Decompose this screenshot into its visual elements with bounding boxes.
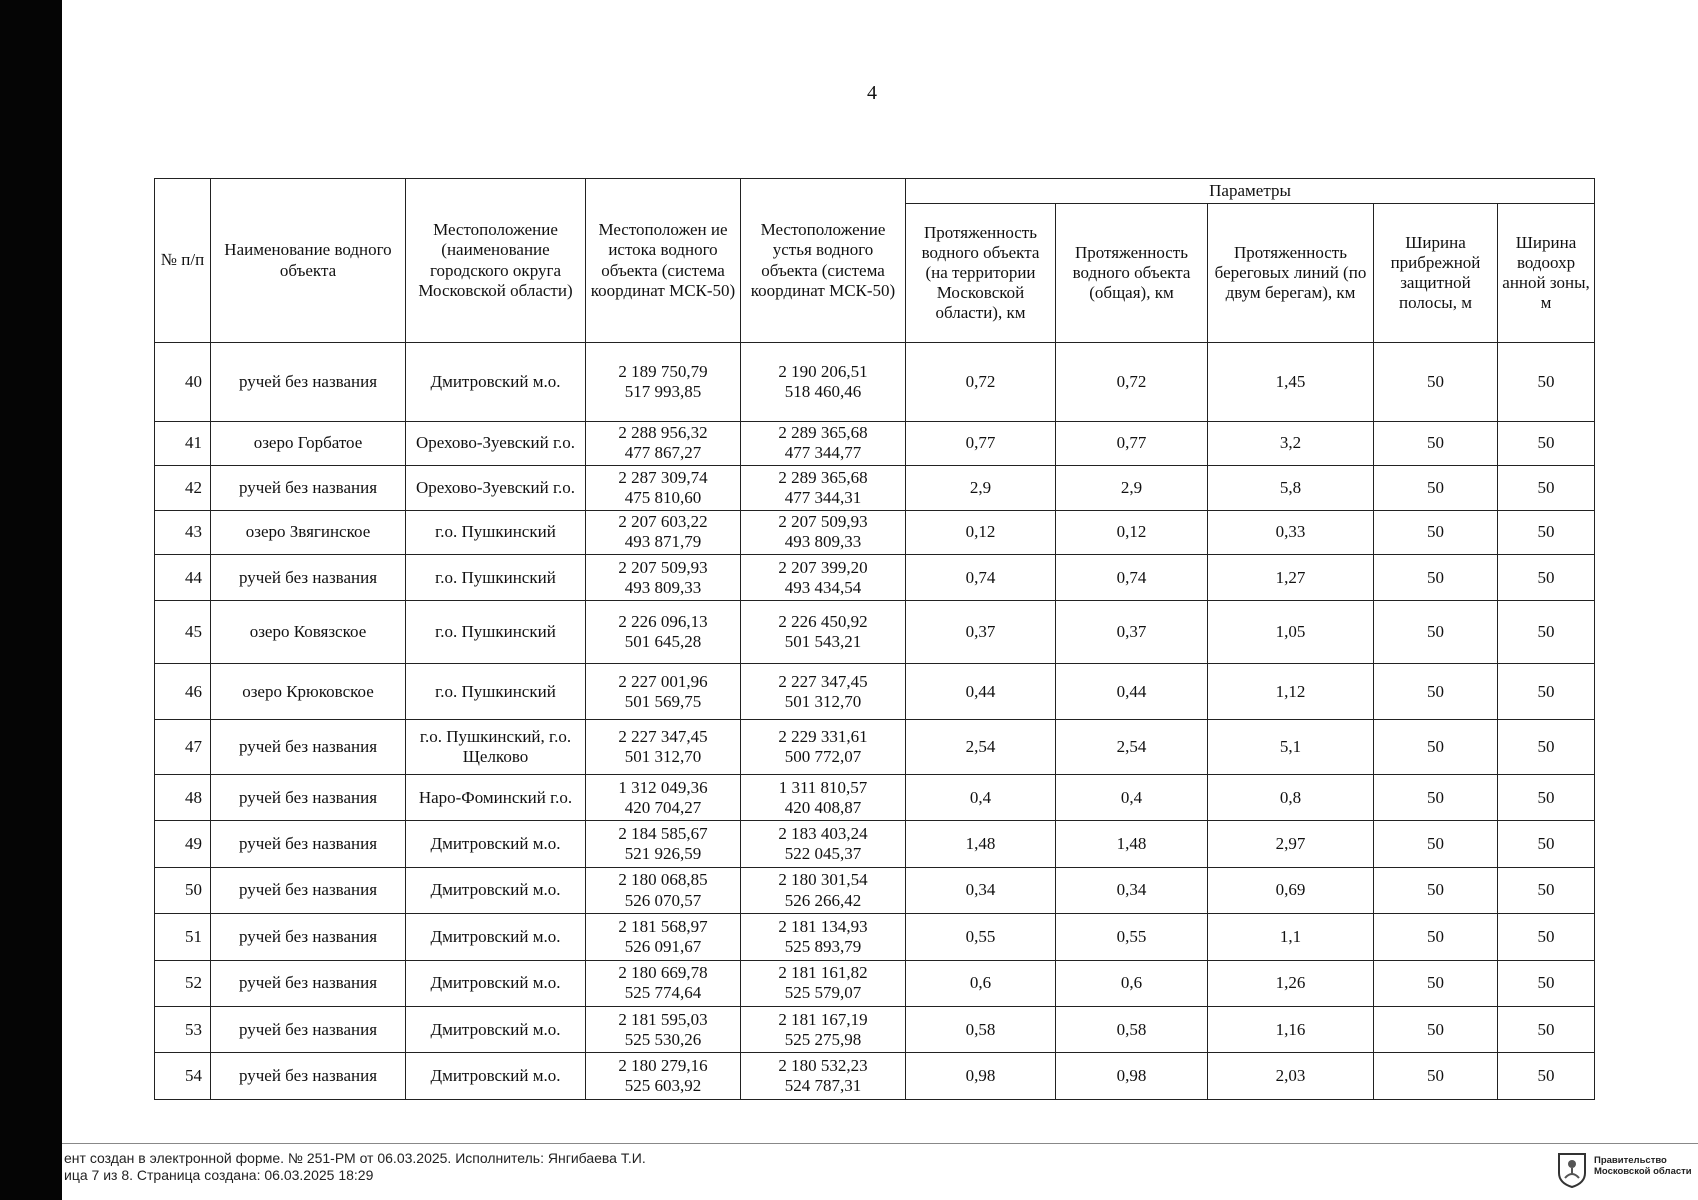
coordinate-y: 525 603,92	[624, 1076, 702, 1096]
source-coordinates	[586, 1053, 741, 1100]
coordinate-y: 493 809,33	[784, 532, 862, 552]
water-object-name: ручей без названия	[211, 914, 406, 960]
source-coordinates	[586, 601, 741, 664]
coordinate-x: 2 227 347,45	[778, 671, 868, 691]
header-location: Местоположение (наименование городского округа Московской области)	[406, 179, 586, 343]
table-row	[155, 554, 1595, 600]
coordinate-x: 2 180 279,16	[618, 1056, 708, 1076]
table-row	[155, 914, 1595, 960]
length-total-km: 0,37	[1056, 601, 1208, 664]
row-number: 54	[155, 1053, 211, 1100]
header-mouth: Местоположение устья водного объекта (система координат МСК-50)	[741, 179, 906, 343]
coordinate-x: 2 181 595,03	[618, 1009, 708, 1029]
page-number: 4	[867, 82, 877, 104]
length-total-km: 0,55	[1056, 914, 1208, 960]
water-object-name: ручей без названия	[211, 821, 406, 867]
shoreline-length-km: 1,16	[1208, 1007, 1374, 1053]
coastal-strip-width: 50	[1374, 867, 1498, 913]
length-total-km: 0,6	[1056, 960, 1208, 1006]
scan-edge	[0, 0, 62, 1200]
coordinate-y: 501 569,75	[624, 691, 702, 711]
table-row	[155, 720, 1595, 775]
source-coordinates	[586, 914, 741, 960]
water-object-name: озеро Горбатое	[211, 421, 406, 465]
coastal-strip-width: 50	[1374, 466, 1498, 510]
water-object-name: ручей без названия	[211, 1007, 406, 1053]
coordinate-x: 2 183 403,24	[778, 824, 868, 844]
row-number: 41	[155, 421, 211, 465]
length-region-km: 0,74	[906, 554, 1056, 600]
coordinate-x: 2 180 068,85	[618, 870, 708, 890]
coastal-strip-width: 50	[1374, 554, 1498, 600]
length-total-km: 0,72	[1056, 343, 1208, 422]
protection-zone-width: 50	[1498, 867, 1595, 913]
water-object-name: ручей без названия	[211, 867, 406, 913]
shoreline-length-km: 1,12	[1208, 663, 1374, 720]
source-coordinates	[586, 554, 741, 600]
length-region-km: 0,55	[906, 914, 1056, 960]
row-number: 49	[155, 821, 211, 867]
water-object-name: ручей без названия	[211, 774, 406, 820]
coordinate-y: 493 809,33	[624, 577, 702, 597]
length-region-km: 1,48	[906, 821, 1056, 867]
table-row	[155, 1007, 1595, 1053]
water-object-name: ручей без названия	[211, 720, 406, 775]
coordinate-y: 518 460,46	[784, 381, 862, 401]
location-district: Дмитровский м.о.	[406, 821, 586, 867]
mouth-coordinates	[741, 663, 906, 720]
source-coordinates	[586, 510, 741, 554]
protection-zone-width: 50	[1498, 601, 1595, 664]
header-length-region: Протяженность водного объекта (на территории Московской области), км	[906, 204, 1056, 343]
mouth-coordinates	[741, 1007, 906, 1053]
coastal-strip-width: 50	[1374, 1007, 1498, 1053]
water-object-name: озеро Звягинское	[211, 510, 406, 554]
coordinate-x: 2 181 167,19	[778, 1009, 868, 1029]
coordinate-x: 1 311 810,57	[778, 777, 868, 797]
mouth-coordinates	[741, 510, 906, 554]
header-shoreline: Протяженность береговых линий (по двум берегам), км	[1208, 204, 1374, 343]
coordinate-y: 525 530,26	[624, 1029, 702, 1049]
mouth-coordinates	[741, 960, 906, 1006]
header-coastal-strip: Ширина прибрежной защитной полосы, м	[1374, 204, 1498, 343]
coordinate-x: 2 189 750,79	[618, 361, 708, 381]
coordinate-x: 2 289 365,68	[778, 423, 868, 443]
mouth-coordinates	[741, 601, 906, 664]
coordinate-y: 500 772,07	[784, 747, 862, 767]
water-object-name: ручей без названия	[211, 1053, 406, 1100]
table-row	[155, 421, 1595, 465]
coordinate-y: 522 045,37	[784, 844, 862, 864]
source-coordinates	[586, 720, 741, 775]
protection-zone-width: 50	[1498, 774, 1595, 820]
length-region-km: 0,12	[906, 510, 1056, 554]
coordinate-x: 2 207 399,20	[778, 557, 868, 577]
row-number: 48	[155, 774, 211, 820]
table-row	[155, 774, 1595, 820]
water-object-name: ручей без названия	[211, 554, 406, 600]
coordinate-x: 2 226 450,92	[778, 612, 868, 632]
location-district: Дмитровский м.о.	[406, 1007, 586, 1053]
table-row	[155, 663, 1595, 720]
coordinate-y: 493 434,54	[784, 577, 862, 597]
table-row	[155, 343, 1595, 422]
protection-zone-width: 50	[1498, 914, 1595, 960]
coordinate-y: 475 810,60	[624, 487, 702, 507]
source-coordinates	[586, 821, 741, 867]
table-row	[155, 821, 1595, 867]
source-coordinates	[586, 774, 741, 820]
coordinate-y: 525 774,64	[624, 983, 702, 1003]
coordinate-x: 2 180 532,23	[778, 1056, 868, 1076]
coordinate-y: 501 312,70	[624, 747, 702, 767]
length-region-km: 0,44	[906, 663, 1056, 720]
protection-zone-width: 50	[1498, 960, 1595, 1006]
header-num: № п/п	[155, 179, 211, 343]
water-object-name: озеро Ковязское	[211, 601, 406, 664]
coastal-strip-width: 50	[1374, 914, 1498, 960]
coordinate-x: 2 181 161,82	[778, 963, 868, 983]
coordinate-y: 525 893,79	[784, 936, 862, 956]
coastal-strip-width: 50	[1374, 821, 1498, 867]
coordinate-x: 2 207 509,93	[618, 557, 708, 577]
length-total-km: 1,48	[1056, 821, 1208, 867]
row-number: 52	[155, 960, 211, 1006]
source-coordinates	[586, 960, 741, 1006]
mouth-coordinates	[741, 466, 906, 510]
location-district: Наро-Фоминский г.о.	[406, 774, 586, 820]
length-total-km: 2,54	[1056, 720, 1208, 775]
mouth-coordinates	[741, 821, 906, 867]
length-region-km: 0,37	[906, 601, 1056, 664]
shoreline-length-km: 1,26	[1208, 960, 1374, 1006]
shoreline-length-km: 2,97	[1208, 821, 1374, 867]
water-object-name: озеро Крюковское	[211, 663, 406, 720]
table-row	[155, 1053, 1595, 1100]
row-number: 46	[155, 663, 211, 720]
coastal-strip-width: 50	[1374, 1053, 1498, 1100]
length-total-km: 2,9	[1056, 466, 1208, 510]
length-total-km: 0,77	[1056, 421, 1208, 465]
mouth-coordinates	[741, 343, 906, 422]
coordinate-x: 2 288 956,32	[618, 423, 708, 443]
protection-zone-width: 50	[1498, 466, 1595, 510]
water-object-name: ручей без названия	[211, 960, 406, 1006]
government-org-label: Правительство Московской области	[1594, 1155, 1692, 1177]
shoreline-length-km: 3,2	[1208, 421, 1374, 465]
location-district: Орехово-Зуевский г.о.	[406, 466, 586, 510]
shoreline-length-km: 0,33	[1208, 510, 1374, 554]
mouth-coordinates	[741, 554, 906, 600]
source-coordinates	[586, 421, 741, 465]
header-row-top	[155, 179, 1595, 204]
source-coordinates	[586, 343, 741, 422]
location-district: Дмитровский м.о.	[406, 960, 586, 1006]
coordinate-x: 2 180 301,54	[778, 870, 868, 890]
header-parameters: Параметры	[906, 179, 1595, 204]
length-total-km: 0,12	[1056, 510, 1208, 554]
coordinate-x: 2 226 096,13	[618, 612, 708, 632]
footer-line-2: ица 7 из 8. Страница создана: 06.03.2025 18:29	[64, 1167, 374, 1183]
coat-of-arms-icon	[1556, 1151, 1588, 1189]
row-number: 47	[155, 720, 211, 775]
length-region-km: 0,6	[906, 960, 1056, 1006]
table-row	[155, 960, 1595, 1006]
coordinate-y: 521 926,59	[624, 844, 702, 864]
coordinate-y: 477 867,27	[624, 443, 702, 463]
shoreline-length-km: 1,1	[1208, 914, 1374, 960]
mouth-coordinates	[741, 774, 906, 820]
protection-zone-width: 50	[1498, 663, 1595, 720]
source-coordinates	[586, 663, 741, 720]
table-row	[155, 601, 1595, 664]
document-footer	[64, 1150, 646, 1184]
coordinate-x: 2 184 585,67	[618, 824, 708, 844]
coordinate-x: 2 289 365,68	[778, 467, 868, 487]
coordinate-x: 2 287 309,74	[618, 467, 708, 487]
coordinate-y: 525 579,07	[784, 983, 862, 1003]
shoreline-length-km: 5,8	[1208, 466, 1374, 510]
protection-zone-width: 50	[1498, 554, 1595, 600]
location-district: г.о. Пушкинский	[406, 601, 586, 664]
mouth-coordinates	[741, 1053, 906, 1100]
length-region-km: 0,77	[906, 421, 1056, 465]
protection-zone-width: 50	[1498, 510, 1595, 554]
length-total-km: 0,98	[1056, 1053, 1208, 1100]
coastal-strip-width: 50	[1374, 663, 1498, 720]
length-total-km: 0,34	[1056, 867, 1208, 913]
protection-zone-width: 50	[1498, 343, 1595, 422]
length-region-km: 0,58	[906, 1007, 1056, 1053]
shoreline-length-km: 1,05	[1208, 601, 1374, 664]
coordinate-y: 526 070,57	[624, 890, 702, 910]
header-length-total: Протяженность водного объекта (общая), км	[1056, 204, 1208, 343]
coastal-strip-width: 50	[1374, 774, 1498, 820]
mouth-coordinates	[741, 867, 906, 913]
table-row	[155, 510, 1595, 554]
water-objects-table	[154, 178, 1595, 1100]
coordinate-y: 477 344,31	[784, 487, 862, 507]
coastal-strip-width: 50	[1374, 421, 1498, 465]
length-region-km: 2,54	[906, 720, 1056, 775]
table-row	[155, 867, 1595, 913]
coordinate-y: 525 275,98	[784, 1029, 862, 1049]
row-number: 51	[155, 914, 211, 960]
shoreline-length-km: 1,27	[1208, 554, 1374, 600]
row-number: 44	[155, 554, 211, 600]
coastal-strip-width: 50	[1374, 510, 1498, 554]
location-district: г.о. Пушкинский	[406, 554, 586, 600]
shoreline-length-km: 1,45	[1208, 343, 1374, 422]
coastal-strip-width: 50	[1374, 720, 1498, 775]
length-region-km: 2,9	[906, 466, 1056, 510]
location-district: Дмитровский м.о.	[406, 1053, 586, 1100]
shoreline-length-km: 5,1	[1208, 720, 1374, 775]
header-source: Местоположен ие истока водного объекта (система координат МСК-50)	[586, 179, 741, 343]
protection-zone-width: 50	[1498, 1007, 1595, 1053]
location-district: Дмитровский м.о.	[406, 867, 586, 913]
shoreline-length-km: 0,8	[1208, 774, 1374, 820]
coordinate-y: 517 993,85	[624, 381, 702, 401]
footer-divider	[62, 1143, 1698, 1144]
row-number: 43	[155, 510, 211, 554]
coordinate-y: 524 787,31	[784, 1076, 862, 1096]
coordinate-x: 2 207 603,22	[618, 512, 708, 532]
row-number: 50	[155, 867, 211, 913]
row-number: 40	[155, 343, 211, 422]
coordinate-x: 2 181 568,97	[618, 916, 708, 936]
source-coordinates	[586, 466, 741, 510]
mouth-coordinates	[741, 720, 906, 775]
source-coordinates	[586, 1007, 741, 1053]
header-protection-zone: Ширина водоохр анной зоны, м	[1498, 204, 1595, 343]
coastal-strip-width: 50	[1374, 343, 1498, 422]
coordinate-x: 2 190 206,51	[778, 361, 868, 381]
table-row	[155, 466, 1595, 510]
coordinate-x: 2 207 509,93	[778, 512, 868, 532]
location-district: г.о. Пушкинский	[406, 510, 586, 554]
row-number: 45	[155, 601, 211, 664]
mouth-coordinates	[741, 914, 906, 960]
coordinate-y: 477 344,77	[784, 443, 862, 463]
length-region-km: 0,4	[906, 774, 1056, 820]
location-district: Дмитровский м.о.	[406, 343, 586, 422]
protection-zone-width: 50	[1498, 720, 1595, 775]
protection-zone-width: 50	[1498, 821, 1595, 867]
coastal-strip-width: 50	[1374, 601, 1498, 664]
length-total-km: 0,58	[1056, 1007, 1208, 1053]
coordinate-x: 2 181 134,93	[778, 916, 868, 936]
coordinate-x: 2 180 669,78	[618, 963, 708, 983]
mouth-coordinates	[741, 421, 906, 465]
water-object-name: ручей без названия	[211, 466, 406, 510]
coordinate-x: 2 227 001,96	[618, 671, 708, 691]
coordinate-x: 2 227 347,45	[618, 727, 708, 747]
coastal-strip-width: 50	[1374, 960, 1498, 1006]
water-object-name: ручей без названия	[211, 343, 406, 422]
footer-line-1: ент создан в электронной форме. № 251-РМ от 06.03.2025. Исполнитель: Янгибаева Т.И.	[64, 1150, 646, 1166]
length-region-km: 0,34	[906, 867, 1056, 913]
coordinate-y: 501 312,70	[784, 691, 862, 711]
source-coordinates	[586, 867, 741, 913]
location-district: Дмитровский м.о.	[406, 914, 586, 960]
coordinate-y: 501 645,28	[624, 632, 702, 652]
row-number: 42	[155, 466, 211, 510]
location-district: Орехово-Зуевский г.о.	[406, 421, 586, 465]
length-region-km: 0,72	[906, 343, 1056, 422]
length-total-km: 0,44	[1056, 663, 1208, 720]
protection-zone-width: 50	[1498, 1053, 1595, 1100]
coordinate-y: 501 543,21	[784, 632, 862, 652]
coordinate-x: 2 229 331,61	[778, 727, 868, 747]
table-body	[155, 343, 1595, 1100]
coordinate-y: 493 871,79	[624, 532, 702, 552]
location-district: г.о. Пушкинский	[406, 663, 586, 720]
coordinate-y: 526 091,67	[624, 936, 702, 956]
location-district: г.о. Пушкинский, г.о. Щелково	[406, 720, 586, 775]
coordinate-y: 526 266,42	[784, 890, 862, 910]
header-name: Наименование водного объекта	[211, 179, 406, 343]
coordinate-y: 420 704,27	[624, 797, 702, 817]
protection-zone-width: 50	[1498, 421, 1595, 465]
coordinate-x: 1 312 049,36	[618, 777, 708, 797]
shoreline-length-km: 2,03	[1208, 1053, 1374, 1100]
length-total-km: 0,74	[1056, 554, 1208, 600]
coordinate-y: 420 408,87	[784, 797, 862, 817]
length-total-km: 0,4	[1056, 774, 1208, 820]
length-region-km: 0,98	[906, 1053, 1056, 1100]
row-number: 53	[155, 1007, 211, 1053]
shoreline-length-km: 0,69	[1208, 867, 1374, 913]
